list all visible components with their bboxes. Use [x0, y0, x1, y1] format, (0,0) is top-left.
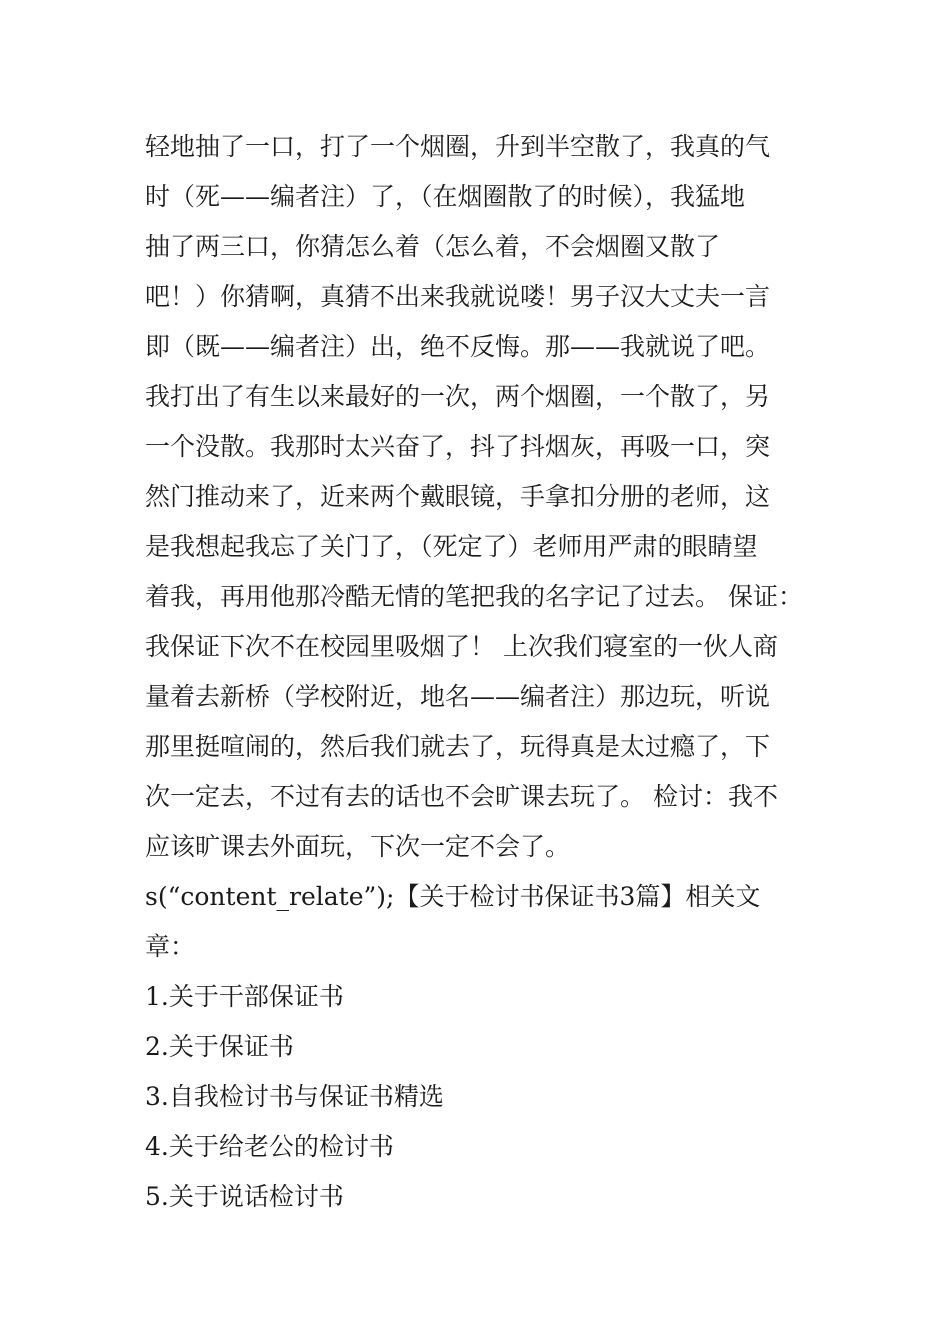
- body-line: 时（死——编者注）了，（在烟圈散了的时候），我猛地: [145, 182, 746, 211]
- body-text: [145, 122, 810, 872]
- body-line: 我保证下次不在校园里吸烟了！ 上次我们寝室的一伙人商: [145, 632, 778, 661]
- related-article-link[interactable]: 5.关于说话检讨书: [145, 1182, 344, 1211]
- body-line: 抽了两三口，你猜怎么着（怎么着，不会烟圈又散了: [145, 232, 721, 261]
- related-article-link[interactable]: 4.关于给老公的检讨书: [145, 1132, 394, 1161]
- body-line: 量着去新桥（学校附近，地名——编者注）那边玩，听说: [145, 682, 771, 711]
- related-article-link[interactable]: 3.自我检讨书与保证书精选: [145, 1082, 444, 1111]
- related-heading-line: 章：: [145, 932, 196, 961]
- related-articles-list: [145, 972, 810, 1222]
- body-line: 即（既——编者注）出，绝不反悔。那——我就说了吧。: [145, 332, 771, 361]
- body-line: 着我，再用他那冷酷无情的笔把我的名字记了过去。 保证：: [145, 582, 803, 611]
- body-line: 然门推动来了，近来两个戴眼镜，手拿扣分册的老师，这: [145, 482, 771, 511]
- document-page: [145, 122, 810, 1222]
- related-heading-line: s(“content_relate”);【关于检讨书保证书3篇】相关文: [145, 882, 761, 911]
- body-line: 轻地抽了一口，打了一个烟圈，升到半空散了，我真的气: [145, 132, 771, 161]
- body-line: 是我想起我忘了关门了，（死定了）老师用严肃的眼睛望: [145, 532, 758, 561]
- body-line: 次一定去，不过有去的话也不会旷课去玩了。 检讨：我不: [145, 782, 778, 811]
- body-line: 应该旷课去外面玩，下次一定不会了。: [145, 832, 571, 861]
- body-line: 一个没散。我那时太兴奋了，抖了抖烟灰，再吸一口，突: [145, 432, 771, 461]
- related-article-link[interactable]: 2.关于保证书: [145, 1032, 294, 1061]
- related-articles-heading: [145, 872, 810, 972]
- body-line: 吧！）你猜啊，真猜不出来我就说喽！男子汉大丈夫一言: [145, 282, 771, 311]
- related-article-link[interactable]: 1.关于干部保证书: [145, 982, 344, 1011]
- body-line: 我打出了有生以来最好的一次，两个烟圈，一个散了，另: [145, 382, 771, 411]
- body-line: 那里挺喧闹的，然后我们就去了，玩得真是太过瘾了，下: [145, 732, 771, 761]
